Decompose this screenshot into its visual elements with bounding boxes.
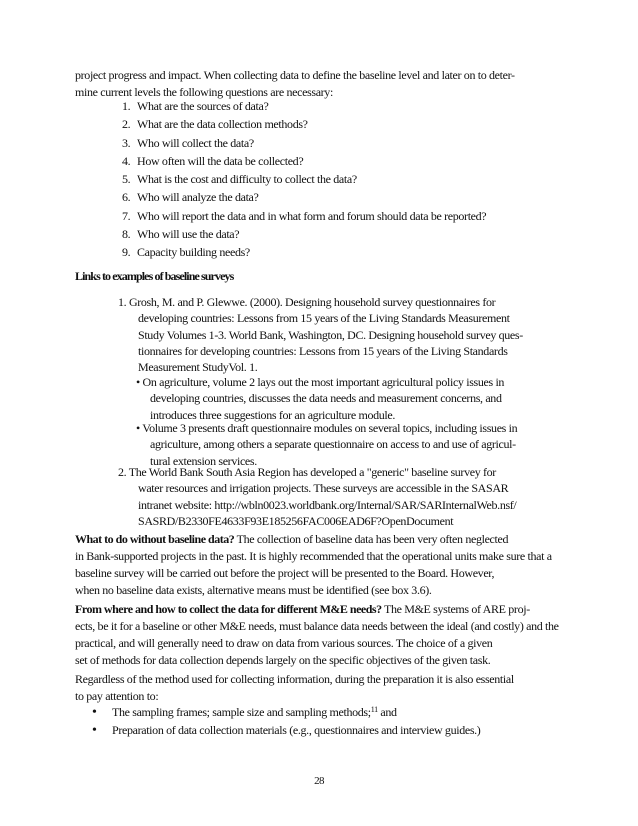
subitem-line: introduces three suggestions for an agriculture module.	[150, 407, 396, 422]
paragraph-line: when no baseline data exists, alternative means must be identified (see box 3.6).	[75, 583, 432, 597]
paragraph-line: baseline survey will be carried out before the project will be presented to the Board. However,	[75, 566, 495, 580]
reference-1-subitem-agriculture	[136, 374, 556, 423]
paragraph-line: set of methods for data collection depends largely on the specific objectives of the given task.	[75, 653, 491, 667]
paragraph-line: practical, and will generally need to draw on data from various sources. The choice of a given	[75, 636, 493, 650]
list-item: 3. Who will collect the data?	[122, 135, 254, 150]
reference-line: Measurement StudyVol. 1.	[138, 360, 258, 375]
bullet-icon: •	[92, 705, 97, 720]
subitem-line: tural extension services.	[150, 453, 257, 468]
bullet-icon: •	[136, 375, 140, 389]
questions-list	[122, 97, 562, 262]
paragraph-line: in Bank-supported projects in the past. It is highly recommended that the operational units make sure that a	[75, 549, 552, 563]
list-item: 4. How often will the data be collected?	[122, 153, 304, 168]
bullet-item-preparation: • Preparation of data collection materials (e.g., questionnaires and interview guides.)	[92, 723, 481, 738]
reference-line: water resources and irrigation projects. These surveys are accessible in the SASAR	[138, 481, 509, 496]
list-item: 7. Who will report the data and in what form and forum should data be reported?	[122, 208, 487, 223]
intro-line: mine current levels the following questions are necessary:	[75, 85, 333, 99]
paragraph-line: ects, be it for a baseline or other M&E needs, must balance data needs between the ideal (and costly) and the	[75, 619, 559, 633]
subitem-line: agriculture, among others a separate questionnaire on access to and use of agricul-	[150, 437, 516, 452]
bullet-icon: •	[92, 723, 97, 738]
from-where-heading: From where and how to collect the data for different M&E needs?	[75, 602, 382, 616]
list-item: 6. Who will analyze the data?	[122, 190, 259, 205]
reference-link[interactable]: intranet website: http://wbln0023.worldbank.org/Internal/SAR/SARInternalWeb.nsf/	[138, 497, 517, 512]
reference-line: developing countries: Lessons from 15 years of the Living Standards Measurement	[138, 311, 510, 326]
reference-2	[118, 464, 558, 529]
reference-1	[118, 294, 558, 375]
list-item: 5. What is the cost and difficulty to collect the data?	[122, 172, 357, 187]
from-where-paragraph: From where and how to collect the data for different M&E needs? The M&E systems of ARE proj- ects, be it for a baseline or other M&E needs, must balance data needs between the ideal (and costly) and the practical, and will generally need to draw on data from various sources. The choice of a given set of methods for data collection depends largely on the specific objectives of the given task.	[75, 601, 565, 669]
list-item: 9. Capacity building needs?	[122, 245, 250, 260]
footnote-ref[interactable]: 11	[370, 705, 378, 714]
reference-link[interactable]: SASRD/B2330FE4633F93E185256FAC006EAD6F?OpenDocument	[138, 513, 454, 528]
reference-line: 1. Grosh, M. and P. Glewwe. (2000). Designing household survey questionnaires for	[118, 295, 496, 309]
page-number: 28	[314, 775, 324, 787]
no-baseline-heading: What to do without baseline data?	[75, 532, 235, 546]
reference-1-subitem-volume3	[136, 420, 556, 469]
reference-line: 2. The World Bank South Asia Region has developed a "generic" baseline survey for	[118, 465, 496, 479]
subitem-line: On agriculture, volume 2 lays out the most important agricultural policy issues in	[142, 375, 505, 389]
regardless-paragraph	[75, 671, 565, 705]
section-heading-links: Links to examples of baseline surveys	[75, 269, 234, 283]
no-baseline-paragraph: What to do without baseline data? The collection of baseline data has been very often neglected in Bank-supported projects in the past. It is highly recommended that the operational units make sure that a baseline survey will be carried out before the project will be presented to the Board. However, when no baseline data exists, alternative means must be identified (see box 3.6).	[75, 531, 565, 599]
list-item: 8. Who will use the data?	[122, 227, 240, 242]
paragraph-line: to pay attention to:	[75, 689, 159, 703]
bullet-item-sampling: • The sampling frames; sample size and sampling methods;$^{11}$ and	[92, 705, 397, 720]
bullet-icon: •	[136, 421, 140, 435]
list-item: 1. What are the sources of data?	[122, 99, 269, 113]
subitem-line: Volume 3 presents draft questionnaire modules on several topics, including issues in	[142, 421, 518, 435]
reference-line: Study Volumes 1-3. World Bank, Washington, DC. Designing household survey ques-	[138, 327, 523, 342]
reference-line: tionnaires for developing countries: Lessons from 15 years of the Living Standards	[138, 343, 508, 358]
intro-line: project progress and impact. When collecting data to define the baseline level and later on to deter-	[75, 68, 515, 82]
list-item: 2. What are the data collection methods?	[122, 117, 308, 132]
intro-paragraph	[75, 67, 565, 101]
paragraph-line: Regardless of the method used for collecting information, during the preparation it is also essential	[75, 672, 514, 686]
subitem-line: developing countries, discusses the data needs and measurement concerns, and	[150, 391, 502, 406]
